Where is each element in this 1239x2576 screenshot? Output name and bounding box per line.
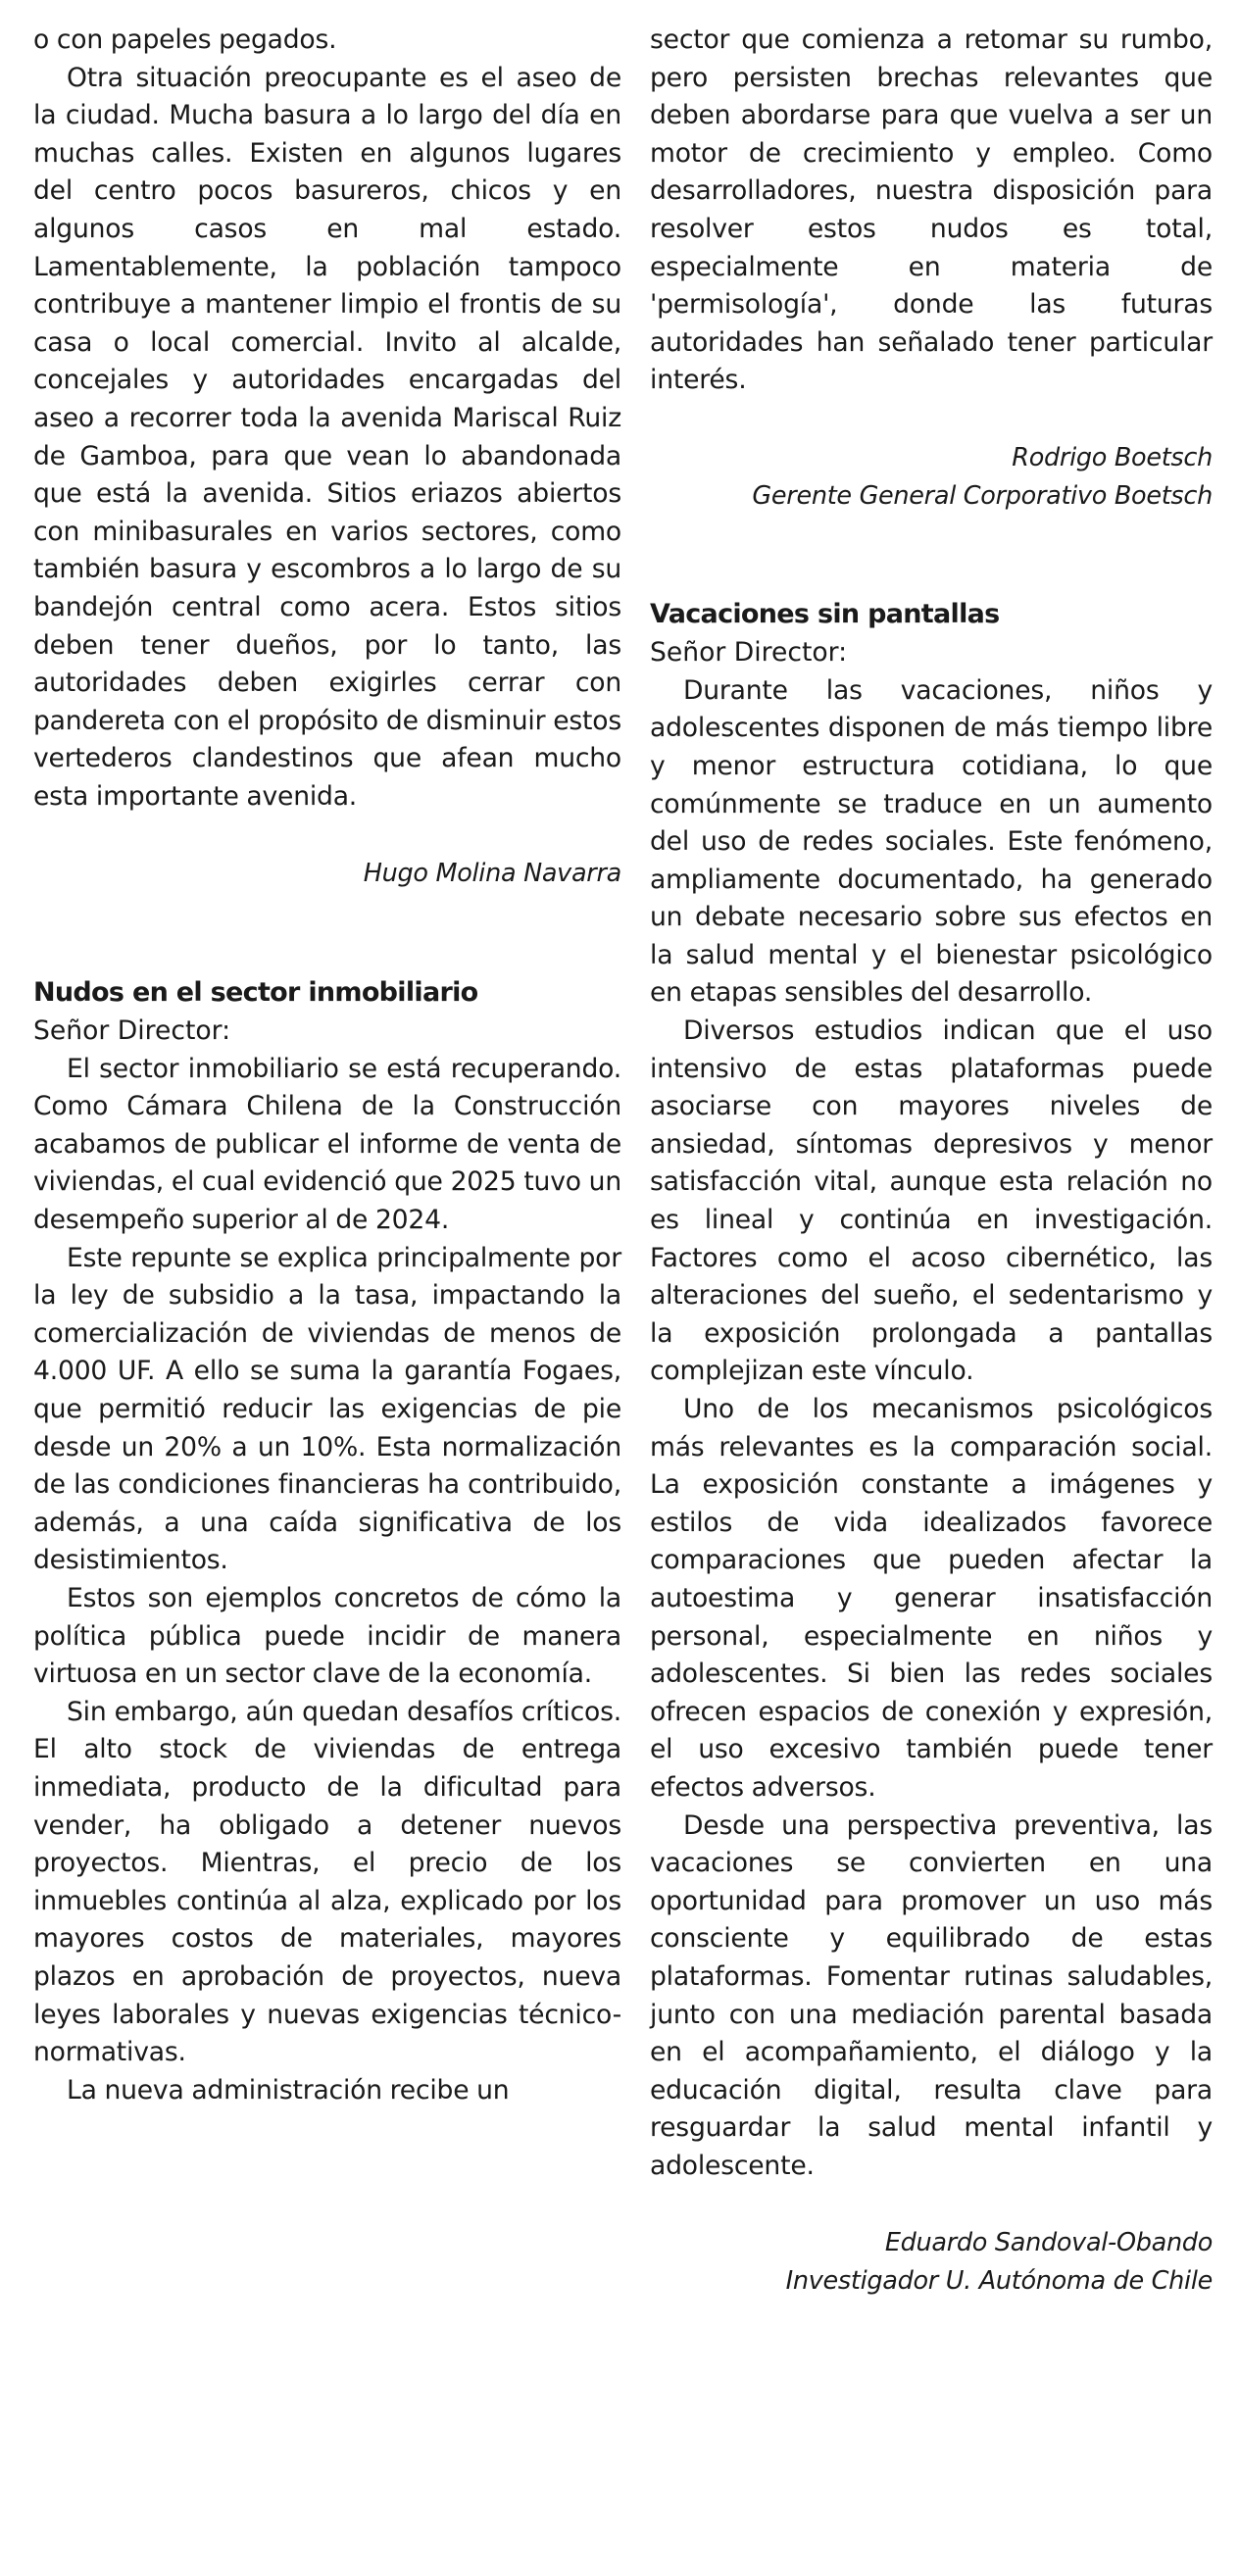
letter-salutation: Señor Director:: [33, 1016, 231, 1047]
letter-paragraph: El sector inmobiliario se está recuperando. Como Cámara Chilena de la Construcción acabamos de publicar el informe de venta de viviendas, el cual evidenció que 2025 tuvo un desempeño superior al de 2024.: [33, 1053, 621, 1236]
letter-paragraph: Durante las vacaciones, niños y adolescentes disponen de más tiempo libre y menor estructura cotidiana, lo que comúnmente se traduce en un aumento del uso de redes sociales. Este fenómeno, ampliamente documentado, ha generado un debate necesario sobre sus efectos en la salud mental y el bienestar psicológico en etapas sensibles del desarrollo.: [650, 674, 1213, 1009]
letter-salutation: Señor Director:: [650, 637, 848, 669]
letter-signature: Hugo Molina Navarra: [363, 859, 621, 889]
letter-signature-name: Rodrigo Boetsch: [1012, 442, 1213, 472]
letter-continuation-line: o con papeles pegados.: [33, 25, 337, 55]
letter-paragraph: Estos son ejemplos concretos de cómo la política pública puede incidir de manera virtuosa en un sector clave de la economía.: [33, 1582, 621, 1690]
letter-paragraph: La nueva administración recibe un: [67, 2074, 510, 2105]
letter-paragraph: Uno de los mecanismos psicológicos más relevantes es la comparación social. La exposición constante a imágenes y estilos de vida idealizados favorece comparaciones que pueden afectar la autoestima y generar insatisfacción personal, especialmente en niños y adolescentes. Si bien las redes sociales ofrecen espacios de conexión y expresión, el uso excesivo también puede tener efectos adversos.: [650, 1394, 1213, 1803]
letter-signature-role: Investigador U. Autónoma de Chile: [785, 2266, 1213, 2297]
letter-signature-name: Eduardo Sandoval-Obando: [884, 2228, 1213, 2258]
letter-title: Nudos en el sector inmobiliario: [33, 977, 478, 1009]
letter-paragraph: Desde una perspectiva preventiva, las vacaciones se convierten en una oportunidad para promover un uso más consciente y equilibrado de estas plataformas. Fomentar rutinas saludables, junto con una mediación parental basada en el acompañamiento, el diálogo y la educación digital, resulta clave para resguardar la salud mental infantil y adolescente.: [650, 1809, 1213, 2181]
letter-paragraph: sector que comienza a retomar su rumbo, pero persisten brechas relevantes que deben abordarse para que vuelva a ser un motor de crecimiento y empleo. Como desarrolladores, nuestra disposición para resolver estos nudos es total, especialmente en materia de 'permisología', donde las futuras autoridades han señalado tener particular interés.: [650, 25, 1213, 396]
letter-paragraph: Este repunte se explica principalmente por la ley de subsidio a la tasa, impactando la comercialización de viviendas de menos de 4.000 UF. A ello se suma la garantía Fogaes, que permitió reducir las exigencias de pie desde un 20% a un 10%. Esta normalización de las condiciones financieras ha contribuido, además, a una caída significativa de los desistimientos.: [33, 1242, 621, 1576]
letter-paragraph: Diversos estudios indican que el uso intensivo de estas plataformas puede asociarse con mayores niveles de ansiedad, síntomas depresivos y menor satisfacción vital, aunque esta relación no es lineal y continúa en investigación. Factores como el acoso cibernético, las alteraciones del sueño, el sedentarismo y la exposición prolongada a pantallas complejizan este vínculo.: [650, 1016, 1213, 1387]
letter-title: Vacaciones sin pantallas: [650, 599, 1000, 630]
left-column: [33, 22, 621, 2109]
letter-signature-role: Gerente General Corporativo Boetsch: [752, 480, 1213, 511]
letter-paragraph: Otra situación preocupante es el aseo de la ciudad. Mucha basura a lo largo del día en muchas calles. Existen en algunos lugares del centro pocos basureros, chicos y en algunos casos en mal estado. Lamentablemente, la población tampoco contribuye a mantener limpio el frontis de su casa o local comercial. Invito al alcalde, concejales y autoridades encargadas del aseo a recorrer toda la avenida Mariscal Ruiz de Gamboa, para que vean lo abandonada que está la avenida. Sitios eriazos abiertos con minibasurales en varios sectores, como también basura y escombros a lo largo de su bandejón central como acera. Estos sitios deben tener dueños, por lo tanto, las autoridades deben exigirles cerrar con pandereta con el propósito de disminuir estos vertederos clandestinos que afean mucho esta importante avenida.: [33, 62, 621, 812]
right-column: [650, 22, 1213, 2301]
letter-paragraph: Sin embargo, aún quedan desafíos críticos. El alto stock de viviendas de entrega inmediata, producto de la dificultad para vender, ha obligado a detener nuevos proyectos. Mientras, el precio de los inmuebles continúa al alza, explicado por los mayores costos de materiales, mayores plazos en aprobación de proyectos, nueva leyes laborales y nuevas exigencias técnico-normativas.: [33, 1696, 621, 2068]
